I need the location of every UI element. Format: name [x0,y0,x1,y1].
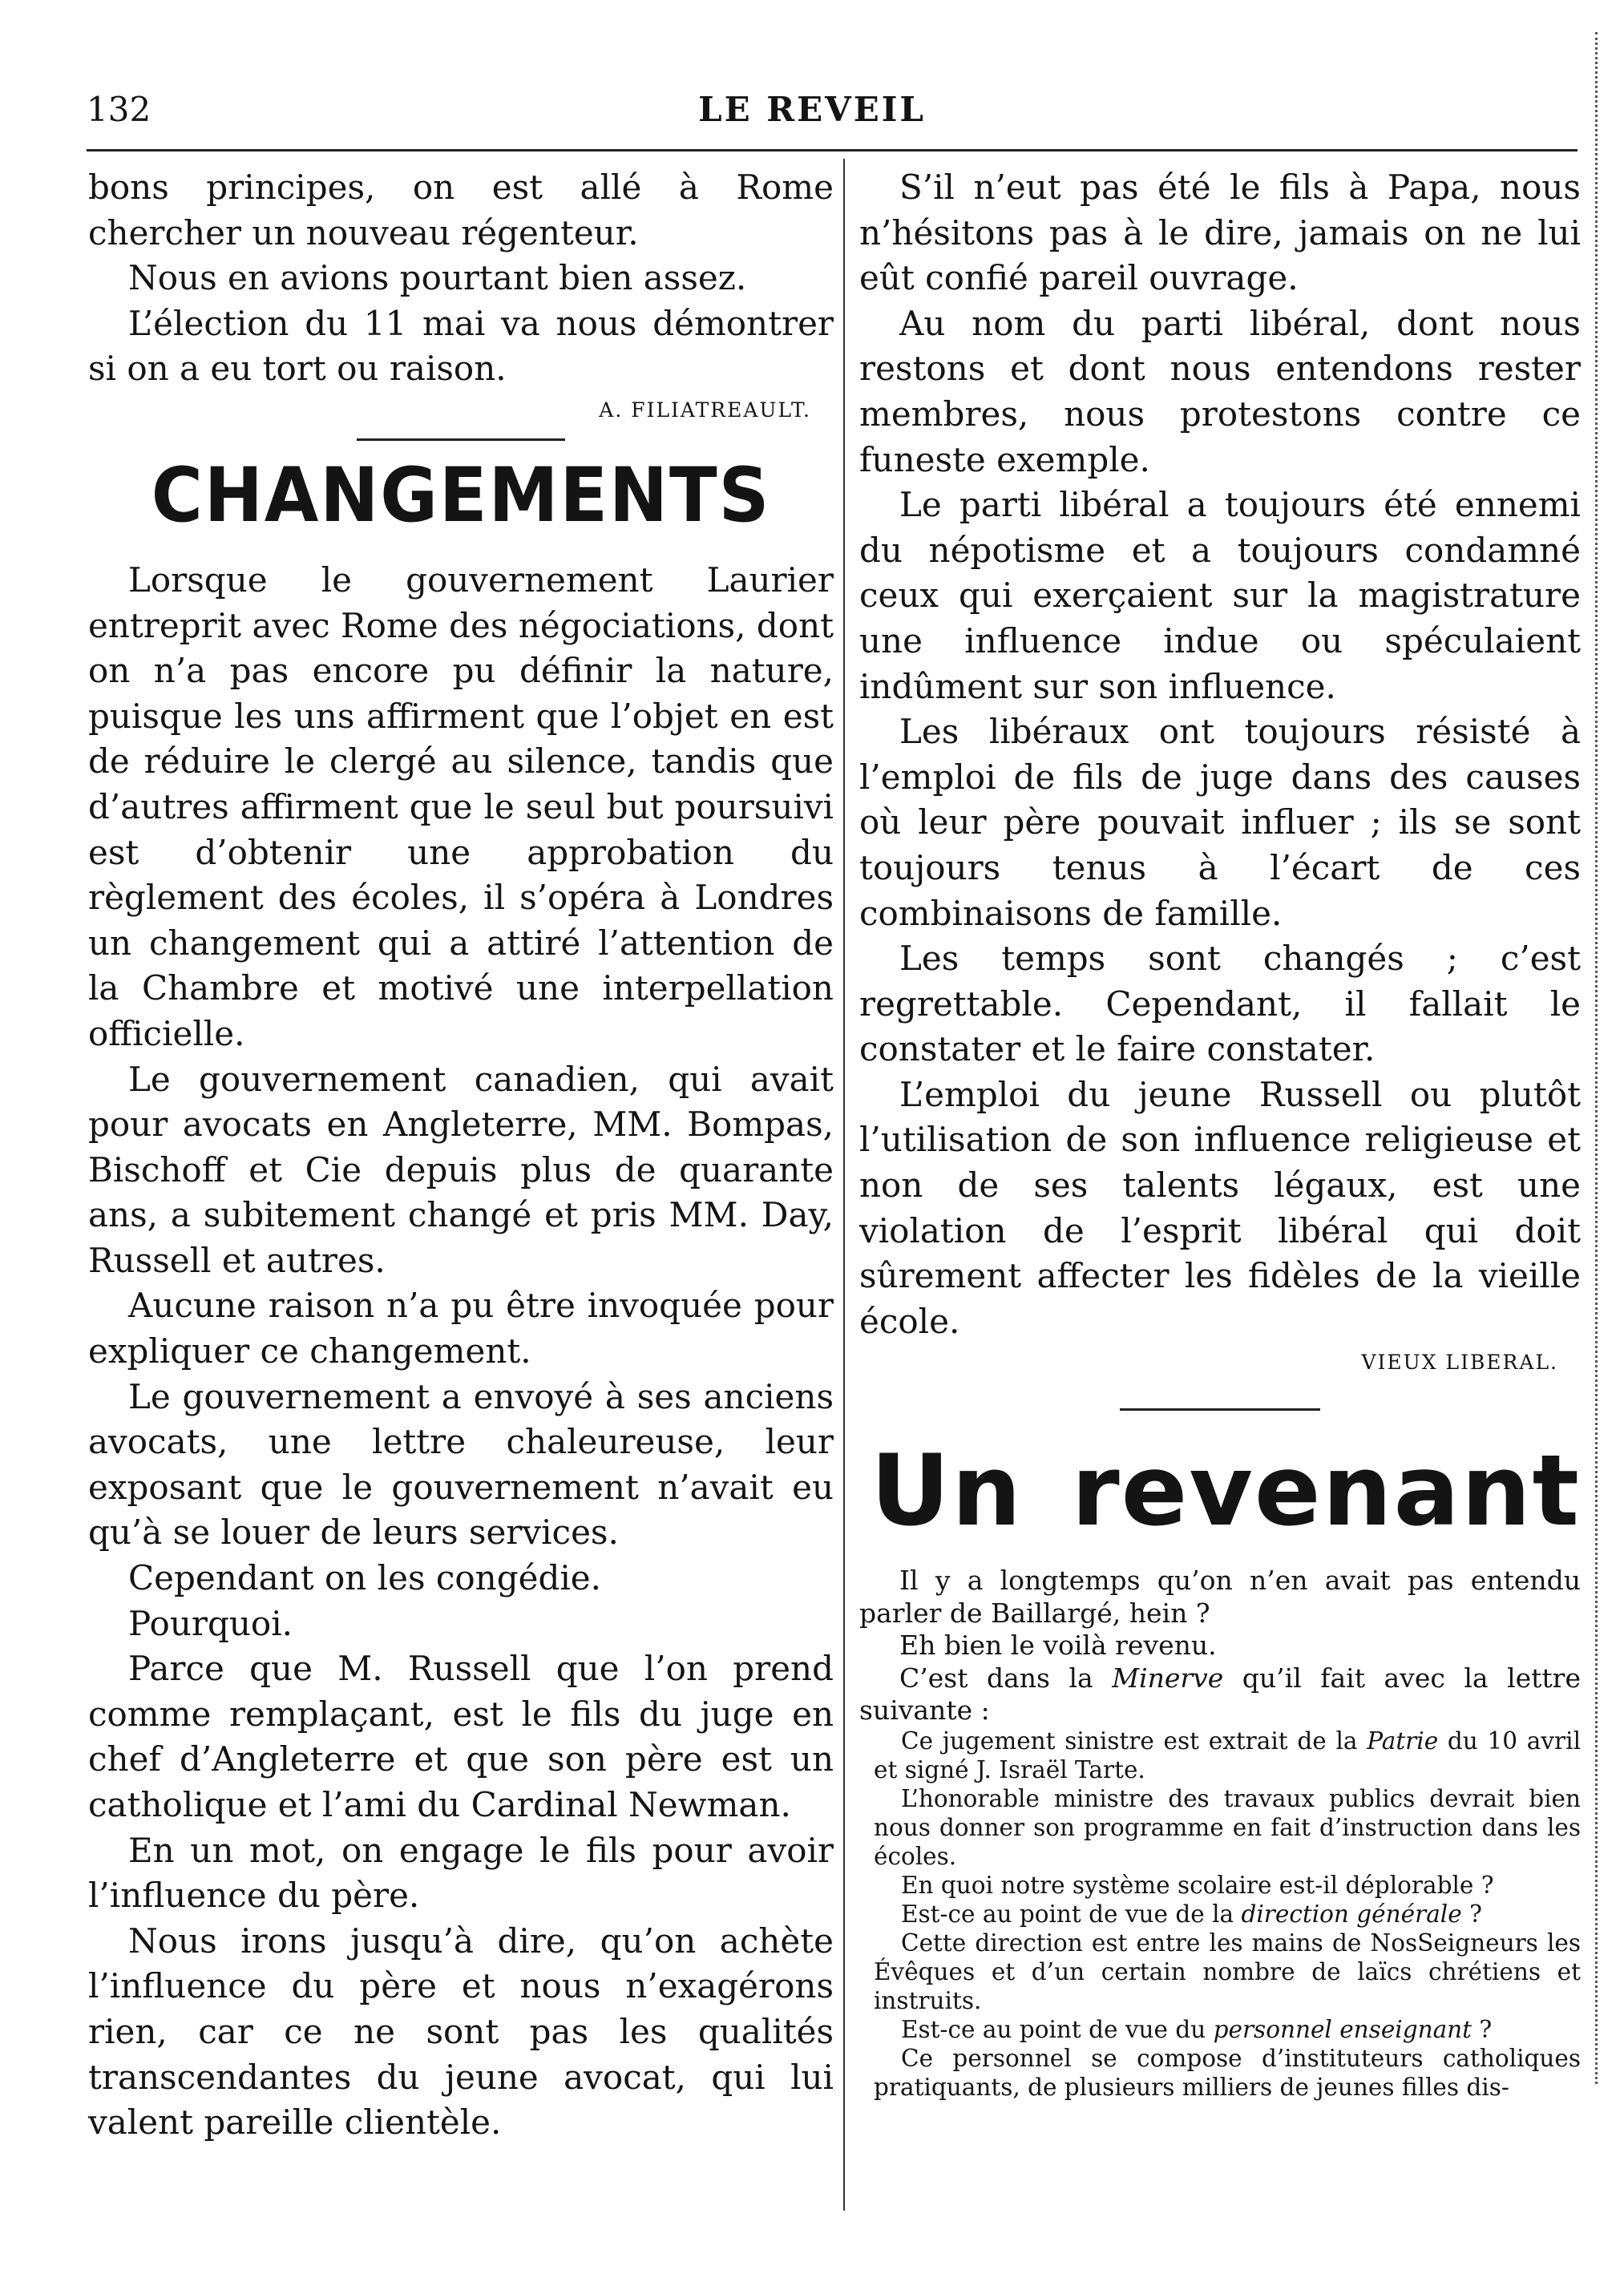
paragraph: Les libéraux ont toujours résisté à l’emploi de fils de juge dans des causes où leur père pouvait influer ; ils se sont toujours tenus à l’écart de ces combinaisons de famille. [859,712,1581,933]
paragraph: Aucune raison n’a pu être invoquée pour expliquer ce changement. [88,1286,834,1371]
paragraph [874,1727,1581,1784]
paragraph: Le gouvernement a envoyé à ses anciens avocats, une lettre chaleureuse, leur exposant que le gouvernement n’avait eu qu’à se louer de leurs services. [88,1376,834,1553]
article-heading: Un revenant [871,1434,1581,1549]
separator-rule [357,438,565,441]
paragraph: Ce personnel se compose d’instituteurs catholiques pratiquants, de plusieurs milliers de jeunes filles dis- [874,2045,1581,2102]
italic-text: personnel enseignant [1213,2016,1473,2044]
running-head: LE REVEIL [698,90,926,129]
paragraph: Les temps sont changés ; c’est regrettable. Cependant, il fallait le constater et le faire constater. [859,939,1581,1069]
paragraph: Au nom du parti libéral, dont nous restons et dont nous entendons rester membres, nous protestons contre ce funeste exemple. [859,303,1581,479]
paragraph: bons principes, on est allé à Rome chercher un nouveau régenteur. [88,168,834,252]
italic-text: Minerve [1112,1662,1224,1694]
italic-text: Patrie [1367,1727,1439,1755]
paragraph [874,2015,1581,2044]
text-run: Est-ce au point de vue du [901,2016,1214,2044]
paragraph: Eh bien le voilà revenu. [899,1630,1217,1662]
quoted-letter [859,1727,1581,2102]
paragraph: Nous irons jusqu’à dire, qu’on achète l’influence du père et nous n’exagérons rien, car ce ne sont pas les qualités transcendantes du jeune avocat, qui lui valent pareille clientèle. [88,1921,834,2143]
paragraph: Le gouvernement canadien, qui avait pour avocats en Angleterre, MM. Bompas, Bischoff et Cie depuis plus de quarante ans, a subitement changé et pris MM. Day, Russell et autres. [88,1059,834,1280]
italic-text: direction générale [1241,1900,1462,1929]
paragraph: En un mot, on engage le fils pour avoir l’influence du père. [88,1830,834,1916]
paragraph [859,1662,1581,1727]
paragraph: Nous en avions pourtant bien assez. [128,258,747,298]
paragraph: Pourquoi. [128,1603,293,1643]
paragraph: Cette direction est entre les mains de NosSeigneurs les Évêques et d’un certain nombre de laïcs chrétiens et instruits. [874,1929,1581,2015]
signature: A. FILIATREAULT. [599,398,811,422]
column-divider [843,159,845,2211]
header-rule [87,149,1578,151]
separator-rule [1120,1408,1320,1411]
paragraph: L’honorable ministre des travaux publics devrait bien nous donner son programme en fait d’instruction dans les écoles. [874,1785,1581,1871]
article-heading: CHANGEMENTS [151,451,771,539]
paragraph: L’emploi du jeune Russell ou plutôt l’utilisation de son influence religieuse et non de ses talents légaux, est une violation de l’esprit libéral qui doit sûrement affecter les fidèles de la vieille école. [859,1074,1581,1341]
left-column [88,165,834,2146]
paragraph: En quoi notre système scolaire est-il déplorable ? [901,1872,1494,1900]
right-column [859,165,1581,2102]
paragraph: Cependant on les congédie. [128,1558,601,1598]
text-run: C’est dans la [899,1662,1113,1694]
paragraph: L’élection du 11 mai va nous démontrer si on a eu tort ou raison. [88,303,834,389]
text-run: du 10 avril et signé J. Israël Tarte. [874,1727,1581,1784]
text-run: Est-ce au point de vue de la [901,1900,1242,1929]
text-run: ? [1461,1900,1482,1929]
page-edge-strip [1595,32,1602,2084]
signature: VIEUX LIBERAL. [1361,1351,1558,1375]
paragraph: Parce que M. Russell que l’on prend comme remplaçant, est le fils du juge en chef d’Angleterre et que son père est un catholique et l’ami du Cardinal Newman. [88,1649,834,1824]
text-run: Ce jugement sinistre est extrait de la [901,1727,1367,1755]
page-number: 132 [87,90,151,129]
paragraph: Il y a longtemps qu’on n’en avait pas entendu parler de Baillargé, hein ? [859,1565,1581,1629]
paragraph: Le parti libéral a toujours été ennemi du népotisme et a toujours condamné ceux qui exerçaient sur la magistrature une influence indue ou spéculaient indûment sur son influence. [859,485,1581,706]
paragraph: S’il n’eut pas été le fils à Papa, nous n’hésitons pas à le dire, jamais on ne lui eût confié pareil ouvrage. [859,168,1581,298]
paragraph: Lorsque le gouvernement Laurier entreprit avec Rome des négociations, dont on n’a pas encore pu définir la nature, puisque les uns affirment que l’objet en est de réduire le clergé au silence, tandis que d’autres affirment que le seul but poursuivi est d’obtenir une approbation du règlement des écoles, il s’opéra à Londres un changement qui a attiré l’attention de la Chambre et motivé une interpellation officielle. [88,559,834,1053]
text-run: qu’il fait avec la lettre suivante : [859,1662,1581,1727]
paragraph [874,1900,1581,1929]
text-run: ? [1472,2016,1493,2044]
